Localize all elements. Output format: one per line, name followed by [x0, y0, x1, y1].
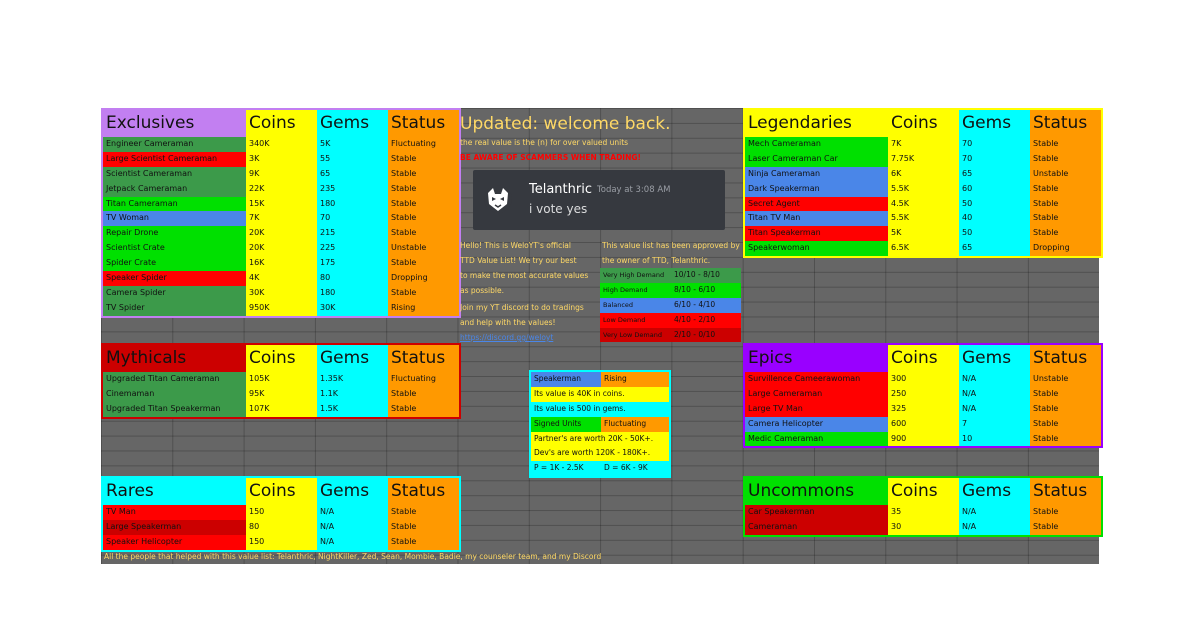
gems-header: Gems [317, 110, 388, 137]
gems-value: 70 [959, 137, 1030, 152]
unit-name: Ninja Cameraman [745, 167, 888, 182]
status-value: Unstable [388, 241, 459, 256]
coins-value: 9K [246, 167, 317, 182]
status-value: Stable [388, 387, 459, 402]
gems-value: N/A [959, 505, 1030, 520]
unit-name: Cameraman [745, 520, 888, 535]
legend-table [529, 370, 671, 478]
status-header: Status [388, 110, 459, 137]
gems-value: N/A [959, 372, 1030, 387]
gems-value: N/A [959, 387, 1030, 402]
demand-label: Very Low Demand [600, 328, 671, 343]
footer-credits: All the people that helped with this value list: Telanthric, NightKiller, Zed, Sean, Mombie, Badie, my counseler team, and my Discord [104, 552, 602, 561]
unit-name: Camera Spider [103, 286, 246, 301]
table-row [745, 387, 1101, 402]
demand-row [600, 268, 741, 283]
scam-warning: BE AWARE OF SCAMMERS WHEN TRADING! [460, 153, 641, 162]
unit-name: TV Man [103, 505, 246, 520]
status-value: Stable [1030, 152, 1101, 167]
spreadsheet-grid[interactable] [101, 108, 1099, 564]
status-value: Stable [1030, 197, 1101, 212]
unit-name: Large Cameraman [745, 387, 888, 402]
gems-value: 40 [959, 211, 1030, 226]
status-value: Stable [1030, 387, 1101, 402]
demand-label: Low Demand [600, 313, 671, 328]
coins-value: 600 [888, 417, 959, 432]
coins-value: 4.5K [888, 197, 959, 212]
coins-value: 4K [246, 271, 317, 286]
status-value: Dropping [388, 271, 459, 286]
table-row [103, 286, 459, 301]
epics-table [743, 343, 1103, 448]
table-row [103, 137, 459, 152]
table-row [745, 241, 1101, 256]
status-value: Fluctuating [388, 137, 459, 152]
status-value: Stable [388, 402, 459, 417]
coins-value: 300 [888, 372, 959, 387]
table-row [745, 197, 1101, 212]
legend-fluctuating: Fluctuating [601, 417, 669, 432]
status-value: Fluctuating [388, 372, 459, 387]
unit-name: Cinemaman [103, 387, 246, 402]
demand-label: High Demand [600, 283, 671, 298]
gems-value: 180 [317, 197, 388, 212]
coins-value: 950K [246, 301, 317, 316]
unit-name: Speakerwoman [745, 241, 888, 256]
gems-value: 235 [317, 182, 388, 197]
discord-username: Telanthric [529, 182, 592, 197]
coins-value: 5K [888, 226, 959, 241]
unit-name: Jetpack Cameraman [103, 182, 246, 197]
mythicals-table [101, 343, 461, 419]
legend-d-value: D = 6K - 9K [601, 461, 669, 476]
status-header: Status [1030, 110, 1101, 137]
status-value: Stable [388, 197, 459, 212]
gems-value: 30K [317, 301, 388, 316]
coins-value: 15K [246, 197, 317, 212]
table-row [103, 152, 459, 167]
discord-message-text: i vote yes [529, 202, 588, 216]
status-value: Stable [1030, 182, 1101, 197]
demand-range: 2/10 - 0/10 [671, 328, 741, 343]
avatar-icon [483, 184, 513, 214]
coins-value: 900 [888, 432, 959, 447]
unit-name: Upgraded Titan Speakerman [103, 402, 246, 417]
status-value: Stable [1030, 137, 1101, 152]
unit-name: Dark Speakerman [745, 182, 888, 197]
table-row [103, 271, 459, 286]
unit-name: Scientist Cameraman [103, 167, 246, 182]
status-value: Stable [1030, 226, 1101, 241]
unit-name: Medic Cameraman [745, 432, 888, 447]
rares-table [101, 476, 461, 552]
status-value: Rising [388, 301, 459, 316]
status-value: Stable [388, 211, 459, 226]
table-row [103, 182, 459, 197]
coins-value: 150 [246, 505, 317, 520]
table-row [745, 402, 1101, 417]
demand-row [600, 283, 741, 298]
unit-name: Speaker Helicopter [103, 535, 246, 550]
gems-value: N/A [317, 535, 388, 550]
status-value: Unstable [1030, 167, 1101, 182]
coins-value: 150 [246, 535, 317, 550]
unit-name: Laser Cameraman Car [745, 152, 888, 167]
gems-value: 5K [317, 137, 388, 152]
legendaries-title: Legendaries [745, 110, 888, 137]
table-row [103, 301, 459, 316]
legend-gems-note: Its value is 500 in gems. [531, 402, 669, 417]
gems-value: 10 [959, 432, 1030, 447]
unit-name: Large Scientist Cameraman [103, 152, 246, 167]
coins-value: 325 [888, 402, 959, 417]
status-value: Stable [388, 152, 459, 167]
intro-line: TTD Value List! We try our best [460, 256, 577, 265]
coins-value: 6K [888, 167, 959, 182]
gems-value: 50 [959, 226, 1030, 241]
status-value: Stable [388, 520, 459, 535]
unit-name: Camera Helicopter [745, 417, 888, 432]
status-header: Status [1030, 345, 1101, 372]
coins-value: 30 [888, 520, 959, 535]
unit-name: Mech Cameraman [745, 137, 888, 152]
coins-value: 6.5K [888, 241, 959, 256]
gems-value: 65 [959, 167, 1030, 182]
unit-name: Engineer Cameraman [103, 137, 246, 152]
coins-value: 7K [888, 137, 959, 152]
mythicals-title: Mythicals [103, 345, 246, 372]
gems-value: N/A [317, 505, 388, 520]
intro-line: and help with the values! [460, 318, 556, 327]
table-row [103, 256, 459, 271]
table-row [745, 505, 1101, 520]
gems-value: 80 [317, 271, 388, 286]
gems-value: 70 [959, 152, 1030, 167]
table-row [745, 417, 1101, 432]
table-row [103, 211, 459, 226]
approval-line: the owner of TTD, Telanthric. [602, 256, 711, 265]
discord-link[interactable]: https://discord.gg/weloyt [460, 333, 554, 342]
coins-header: Coins [888, 110, 959, 137]
table-row [103, 197, 459, 212]
unit-name: TV Spider [103, 301, 246, 316]
gems-header: Gems [317, 345, 388, 372]
unit-name: Scientist Crate [103, 241, 246, 256]
gems-header: Gems [959, 345, 1030, 372]
table-row [103, 241, 459, 256]
coins-value: 5.5K [888, 211, 959, 226]
coins-value: 250 [888, 387, 959, 402]
status-value: Stable [1030, 402, 1101, 417]
intro-line: Hello! This is WeloYT's official [460, 241, 571, 250]
gems-value: 65 [317, 167, 388, 182]
table-row [745, 182, 1101, 197]
update-title: Updated: welcome back. [460, 114, 671, 134]
coins-value: 16K [246, 256, 317, 271]
status-value: Stable [1030, 432, 1101, 447]
table-row [745, 432, 1101, 447]
coins-header: Coins [246, 478, 317, 505]
unit-name: Spider Crate [103, 256, 246, 271]
coins-header: Coins [888, 345, 959, 372]
coins-value: 5.5K [888, 182, 959, 197]
uncommons-table [743, 476, 1103, 537]
legend-rising: Rising [601, 372, 669, 387]
unit-name: Titan TV Man [745, 211, 888, 226]
table-row [103, 387, 459, 402]
status-value: Stable [388, 286, 459, 301]
rares-title: Rares [103, 478, 246, 505]
table-row [745, 520, 1101, 535]
demand-label: Balanced [600, 298, 671, 313]
unit-name: Large TV Man [745, 402, 888, 417]
intro-line: Join my YT discord to do tradings [460, 303, 584, 312]
gems-value: 1.5K [317, 402, 388, 417]
gems-value: 50 [959, 197, 1030, 212]
unit-name: Titan Cameraman [103, 197, 246, 212]
unit-name: Survillence Cameerawoman [745, 372, 888, 387]
demand-label: Very High Demand [600, 268, 671, 283]
legend-signed-units: Signed Units [531, 417, 601, 432]
gems-value: 1.1K [317, 387, 388, 402]
table-row [103, 372, 459, 387]
gems-header: Gems [317, 478, 388, 505]
legend-coins-note: Its value is 40K in coins. [531, 387, 669, 402]
demand-row [600, 328, 741, 343]
coins-header: Coins [888, 478, 959, 505]
update-subtitle: the real value is the (n) for over valued units [460, 138, 629, 147]
coins-value: 22K [246, 182, 317, 197]
legend-partners: Partner's are worth 20K - 50K+. [531, 432, 669, 447]
discord-timestamp: Today at 3:08 AM [597, 185, 671, 195]
intro-line: as possible. [460, 286, 504, 295]
status-value: Stable [388, 256, 459, 271]
status-value: Stable [388, 505, 459, 520]
gems-value: N/A [317, 520, 388, 535]
table-row [745, 226, 1101, 241]
gems-value: 55 [317, 152, 388, 167]
coins-value: 3K [246, 152, 317, 167]
coins-header: Coins [246, 110, 317, 137]
coins-value: 80 [246, 520, 317, 535]
status-value: Stable [1030, 520, 1101, 535]
legend-devs: Dev's are worth 120K - 180K+. [531, 446, 669, 461]
table-row [745, 167, 1101, 182]
gems-header: Gems [959, 478, 1030, 505]
coins-value: 20K [246, 241, 317, 256]
status-value: Stable [1030, 417, 1101, 432]
gems-value: 1.35K [317, 372, 388, 387]
coins-value: 20K [246, 226, 317, 241]
demand-range: 8/10 - 6/10 [671, 283, 741, 298]
exclusives-title: Exclusives [103, 110, 246, 137]
unit-name: Secret Agent [745, 197, 888, 212]
epics-title: Epics [745, 345, 888, 372]
table-row [103, 535, 459, 550]
exclusives-table [101, 108, 461, 318]
unit-name: Speaker Spider [103, 271, 246, 286]
gems-value: 7 [959, 417, 1030, 432]
demand-row [600, 298, 741, 313]
status-value: Stable [388, 167, 459, 182]
gems-value: 60 [959, 182, 1030, 197]
unit-name: Car Speakerman [745, 505, 888, 520]
coins-value: 30K [246, 286, 317, 301]
coins-value: 7.75K [888, 152, 959, 167]
demand-range: 10/10 - 8/10 [671, 268, 741, 283]
coins-value: 105K [246, 372, 317, 387]
unit-name: Large Speakerman [103, 520, 246, 535]
table-row [103, 520, 459, 535]
coins-header: Coins [246, 345, 317, 372]
coins-value: 7K [246, 211, 317, 226]
demand-row [600, 313, 741, 328]
gems-value: N/A [959, 520, 1030, 535]
approval-line: This value list has been approved by [602, 241, 740, 250]
coins-value: 340K [246, 137, 317, 152]
gems-value: N/A [959, 402, 1030, 417]
status-value: Stable [1030, 505, 1101, 520]
unit-name: TV Woman [103, 211, 246, 226]
status-value: Stable [1030, 211, 1101, 226]
table-row [103, 402, 459, 417]
gems-value: 225 [317, 241, 388, 256]
status-header: Status [1030, 478, 1101, 505]
discord-message [473, 170, 725, 230]
unit-name: Upgraded Titan Cameraman [103, 372, 246, 387]
status-value: Stable [388, 182, 459, 197]
coins-value: 107K [246, 402, 317, 417]
gems-value: 180 [317, 286, 388, 301]
legend-p-value: P = 1K - 2.5K [531, 461, 601, 476]
table-row [745, 211, 1101, 226]
legend-speakerman: Speakerman [531, 372, 601, 387]
unit-name: Titan Speakerman [745, 226, 888, 241]
table-row [103, 505, 459, 520]
demand-range: 4/10 - 2/10 [671, 313, 741, 328]
demand-table [600, 268, 741, 342]
status-value: Dropping [1030, 241, 1101, 256]
table-row [745, 152, 1101, 167]
gems-header: Gems [959, 110, 1030, 137]
gems-value: 65 [959, 241, 1030, 256]
gems-value: 175 [317, 256, 388, 271]
table-row [745, 372, 1101, 387]
status-header: Status [388, 345, 459, 372]
intro-line: to make the most accurate values [460, 271, 589, 280]
status-value: Unstable [1030, 372, 1101, 387]
coins-value: 35 [888, 505, 959, 520]
legendaries-table [743, 108, 1103, 258]
table-row [745, 137, 1101, 152]
status-value: Stable [388, 226, 459, 241]
unit-name: Repair Drone [103, 226, 246, 241]
gems-value: 215 [317, 226, 388, 241]
status-value: Stable [388, 535, 459, 550]
table-row [103, 167, 459, 182]
demand-range: 6/10 - 4/10 [671, 298, 741, 313]
coins-value: 95K [246, 387, 317, 402]
uncommons-title: Uncommons [745, 478, 888, 505]
gems-value: 70 [317, 211, 388, 226]
table-row [103, 226, 459, 241]
status-header: Status [388, 478, 459, 505]
